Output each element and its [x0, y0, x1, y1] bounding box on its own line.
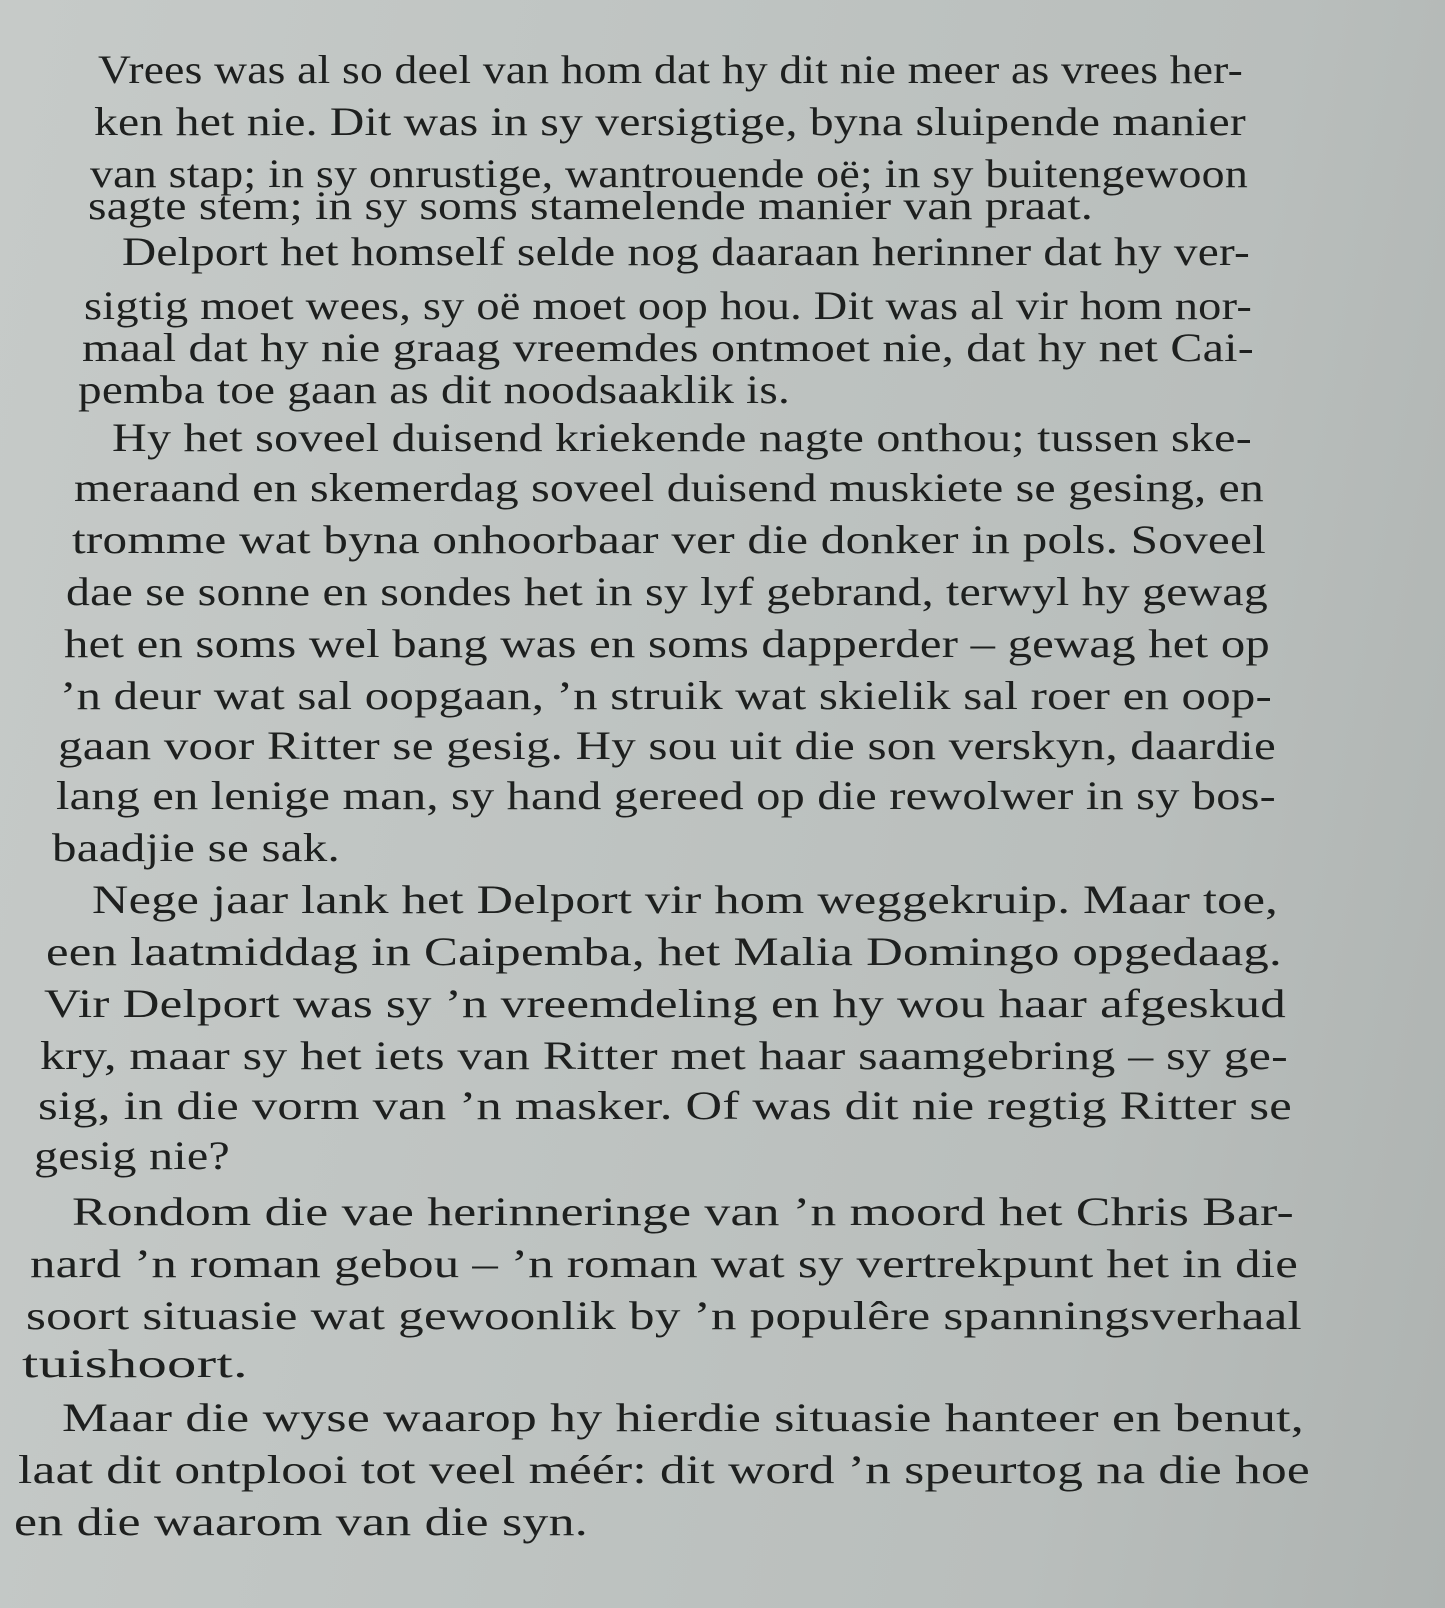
text-line: Nege jaar lank het Delport vir hom weggekruip. Maar toe,: [92, 877, 1278, 922]
text-line: Maar die wyse waarop hy hierdie situasie hanteer en benut,: [62, 1395, 1304, 1440]
text-line: meraand en skemerdag soveel duisend muskiete se gesing, en: [74, 465, 1264, 510]
text-line: ’n deur wat sal oopgaan, ’n struik wat skielik sal roer en oop-: [60, 673, 1272, 718]
text-line: en die waarom van die syn.: [14, 1499, 588, 1544]
text-line: tromme wat byna onhoorbaar ver die donker in pols. Soveel: [72, 517, 1266, 562]
text-line: nard ’n roman gebou – ’n roman wat sy vertrekpunt het in die: [30, 1241, 1298, 1286]
text-line: ken het nie. Dit was in sy versigtige, byna sluipende manier: [94, 99, 1246, 144]
text-line: tuishoort.: [22, 1341, 248, 1386]
text-line: Rondom die vae herinneringe van ’n moord het Chris Bar-: [72, 1189, 1294, 1234]
text-line: sigtig moet wees, sy oë moet oop hou. Dit was al vir hom nor-: [84, 283, 1252, 328]
text-line: gaan voor Ritter se gesig. Hy sou uit die son verskyn, daardie: [58, 723, 1276, 768]
text-line: gesig nie?: [34, 1133, 230, 1178]
text-line: sig, in die vorm van ’n masker. Of was dit nie regtig Ritter se: [38, 1083, 1292, 1128]
text-line: laat dit ontplooi tot veel méér: dit word ’n speurtog na die hoe: [18, 1447, 1310, 1492]
text-line: maal dat hy nie graag vreemdes ontmoet nie, dat hy net Cai-: [82, 325, 1254, 370]
text-line: dae se sonne en sondes het in sy lyf gebrand, terwyl hy gewag: [66, 569, 1268, 614]
text-line: Hy het soveel duisend kriekende nagte onthou; tussen ske-: [112, 415, 1252, 460]
text-line: het en soms wel bang was en soms dapperder – gewag het op: [64, 621, 1270, 666]
text-line: een laatmiddag in Caipemba, het Malia Domingo opgedaag.: [46, 929, 1282, 974]
text-line: Vrees was al so deel van hom dat hy dit nie meer as vrees her-: [98, 47, 1243, 92]
text-line: soort situasie wat gewoonlik by ’n populêre spanningsverhaal: [26, 1293, 1302, 1338]
text-line: lang en lenige man, sy hand gereed op die rewolwer in sy bos-: [56, 773, 1276, 818]
text-line: Vir Delport was sy ’n vreemdeling en hy wou haar afgeskud: [44, 981, 1286, 1026]
text-line: baadjie se sak.: [52, 825, 340, 870]
text-line: sagte stem; in sy soms stamelende manier van praat.: [88, 183, 1093, 228]
text-line: kry, maar sy het iets van Ritter met haar saamgebring – sy ge-: [40, 1033, 1288, 1078]
text-line: Delport het homself selde nog daaraan herinner dat hy ver-: [122, 229, 1250, 274]
text-line: pemba toe gaan as dit noodsaaklik is.: [78, 367, 790, 412]
text-line: van stap; in sy onrustige, wantrouende oë; in sy buitengewoon: [90, 151, 1248, 196]
